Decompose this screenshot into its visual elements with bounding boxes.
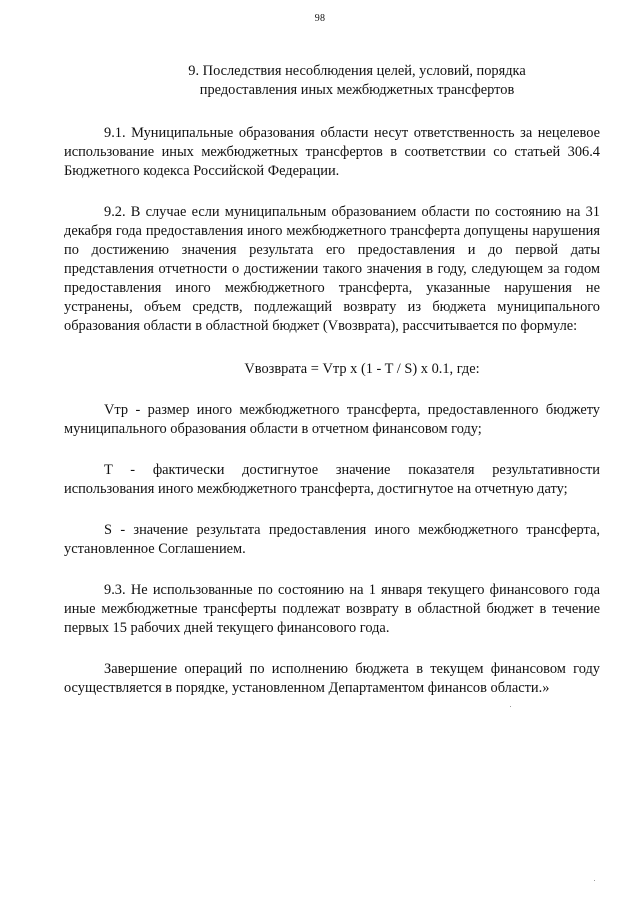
section-heading-line-2: предоставления иных межбюджетных трансфертов [199, 82, 515, 98]
paragraph-9-1: 9.1. Муниципальные образования области несут ответственность за нецелевое использование иных межбюджетных трансфертов в соответствии со статьей 306.4 Бюджетного кодекса Российской Федерации. [64, 125, 600, 179]
scan-speck [594, 880, 595, 881]
document-body [64, 62, 600, 718]
scan-speck [510, 706, 511, 707]
definition-vtr: Vтр - размер иного межбюджетного трансферта, предоставленного бюджету муниципального образования области в отчетном финансовом году; [64, 402, 600, 437]
definition-s: S - значение результата предоставления иного межбюджетного трансферта, установленное Соглашением. [64, 522, 600, 557]
closing-paragraph: Завершение операций по исполнению бюджета в текущем финансовом году осуществляется в порядке, установленном Департаментом финансов области.» [64, 661, 600, 696]
definition-t: T - фактически достигнутое значение показателя результативности использования иного межбюджетного трансферта, достигнутое на отчетную дату; [64, 462, 600, 497]
refund-formula: Vвозврата = Vтр x (1 - T / S) x 0.1, где: [244, 361, 480, 377]
section-heading [64, 62, 600, 100]
section-heading-line-1: 9. Последствия несоблюдения целей, условий, порядка [188, 63, 526, 79]
page-number: 98 [314, 13, 326, 24]
paragraph-9-2: 9.2. В случае если муниципальным образованием области по состоянию на 31 декабря года предоставления иного межбюджетного трансферта допущены нарушения по достижению значения результата его предоставления и до первой даты представления отчетности о достижении такого значения в году, следующем за годом предоставления иного межбюджетного трансферта, указанные нарушения не устранены, объем средств, подлежащий возврату из бюджета муниципального образования области в областной бюджет (Vвозврата), рассчитывается по формуле: [64, 204, 600, 334]
paragraph-9-3: 9.3. Не использованные по состоянию на 1 января текущего финансового года иные межбюджетные трансферты подлежат возврату в областной бюджет в течение первых 15 рабочих дней текущего финансового года. [64, 582, 600, 636]
